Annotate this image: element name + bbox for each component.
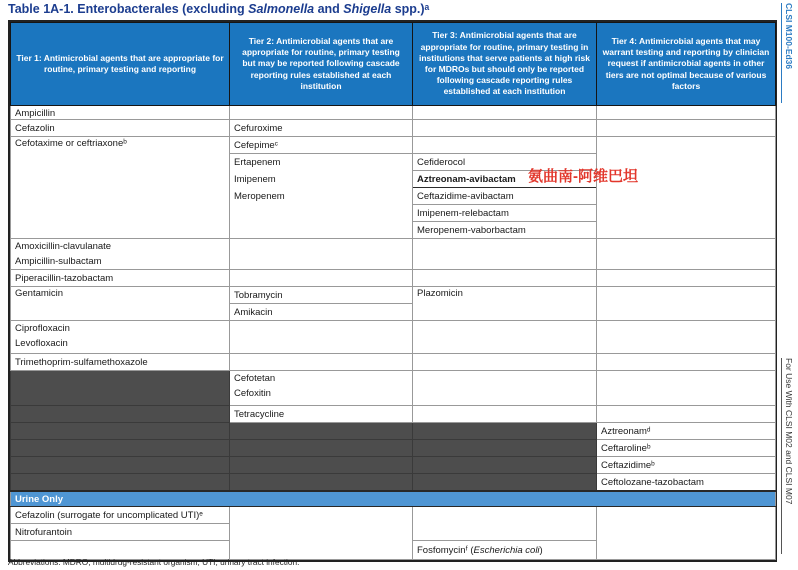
title-italic-shigella: Shigella xyxy=(343,2,392,16)
cell-empty xyxy=(413,137,597,154)
cell-dark xyxy=(11,440,230,457)
cell-trimethoprim-sulfamethoxazole: Trimethoprim-sulfamethoxazole xyxy=(11,354,230,371)
cell-dark xyxy=(11,406,230,423)
cell-amoxicillin-clavulanate: Amoxicillin-clavulanate xyxy=(15,241,112,252)
cell-dark xyxy=(230,457,413,474)
cell-empty xyxy=(597,137,776,239)
cell-tetracycline: Tetracycline xyxy=(230,406,413,423)
fosfomycin-close: ) xyxy=(539,545,543,557)
fosfomycin-text: Fosfomycinᶠ ( xyxy=(417,545,474,557)
title-italic-salmonella: Salmonella xyxy=(248,2,315,16)
cell-carbapenems xyxy=(230,154,413,239)
table-row xyxy=(11,507,776,524)
title-suffix: spp.)ᵃ xyxy=(391,2,430,16)
cell-empty xyxy=(413,106,597,120)
cell-dark xyxy=(413,457,597,474)
cell-ceftaroline: Ceftarolineᵇ xyxy=(597,440,776,457)
cell-ertapenem: Ertapenem xyxy=(234,157,281,168)
header-tier3: Tier 3: Antimicrobial agents that are appropriate for routine, primary testing in institutions that serve patients at high risk for MDROs but should only be reported following cascade reporting rules established at each institution xyxy=(413,23,597,106)
cell-empty xyxy=(597,106,776,120)
cell-empty xyxy=(230,270,413,287)
cell-fluoroquinolones xyxy=(11,321,230,354)
cell-dark xyxy=(413,440,597,457)
cell-empty xyxy=(597,354,776,371)
cell-meropenem: Meropenem xyxy=(234,190,285,202)
cell-levofloxacin: Levofloxacin xyxy=(15,337,68,349)
cell-dark xyxy=(11,457,230,474)
cell-cefotaxime-ceftriaxone: Cefotaxime or ceftriaxoneᵇ xyxy=(11,137,230,239)
cell-empty xyxy=(597,321,776,354)
cell-cefiderocol: Cefiderocol xyxy=(413,154,597,171)
cell-cephamycins xyxy=(230,371,413,406)
chinese-annotation: 氨曲南-阿维巴坦 xyxy=(528,168,638,185)
cell-cefepime: Cefepimeᶜ xyxy=(230,137,413,154)
table-row xyxy=(11,474,776,491)
cell-empty xyxy=(413,406,597,423)
table-row xyxy=(11,106,776,120)
table-row xyxy=(11,406,776,423)
cell-empty xyxy=(413,371,597,406)
cell-empty xyxy=(413,354,597,371)
cell-fosfomycin xyxy=(413,541,597,560)
antimicrobial-tier-table xyxy=(10,22,776,560)
cell-cefazolin: Cefazolin xyxy=(11,120,230,137)
cell-dark xyxy=(413,474,597,491)
cell-aztreonam-avibactam: Aztreonam-avibactam xyxy=(413,171,597,188)
cell-dark xyxy=(230,474,413,491)
cell-empty xyxy=(413,270,597,287)
table-row xyxy=(11,287,776,304)
cell-gentamicin: Gentamicin xyxy=(11,287,230,321)
abbreviations-footnote: Abbreviations: MDRO, multidrug-resistant organism; UTI, urinary tract infection. xyxy=(8,557,300,567)
table-row xyxy=(11,457,776,474)
cell-meropenem-vaborbactam: Meropenem-vaborbactam xyxy=(413,222,597,239)
cell-piperacillin-tazobactam: Piperacillin-tazobactam xyxy=(11,270,230,287)
cell-empty xyxy=(230,106,413,120)
cell-ciprofloxacin: Ciprofloxacin xyxy=(15,323,70,335)
cell-dark xyxy=(413,423,597,440)
cell-empty xyxy=(230,507,413,560)
cell-imipenem-relebactam: Imipenem-relebactam xyxy=(413,205,597,222)
cell-empty xyxy=(413,321,597,354)
cell-tobramycin: Tobramycin xyxy=(230,287,413,304)
table-row xyxy=(11,354,776,371)
cell-amikacin: Amikacin xyxy=(230,304,413,321)
cell-empty xyxy=(413,507,597,541)
table-row xyxy=(11,137,776,154)
cell-ampicillin: Ampicillin xyxy=(11,106,230,120)
cell-empty xyxy=(413,239,597,270)
cell-dark xyxy=(11,423,230,440)
cell-ceftazidime-avibactam: Ceftazidime-avibactam xyxy=(413,188,597,205)
cell-empty xyxy=(597,120,776,137)
cell-empty xyxy=(597,270,776,287)
cell-empty xyxy=(597,406,776,423)
margin-label-clsi-edition: CLSI M100-Ed36 xyxy=(781,3,794,103)
cell-dark xyxy=(11,474,230,491)
tier-table xyxy=(8,20,777,562)
cell-empty xyxy=(230,354,413,371)
table-row xyxy=(11,423,776,440)
title-text: Table 1A-1. Enterobacterales (excluding xyxy=(8,2,249,16)
header-tier4: Tier 4: Antimicrobial agents that may warrant testing and reporting by clinician request if antimicrobial agents in other tiers are not optimal because of various factors xyxy=(597,23,776,106)
cell-empty xyxy=(413,120,597,137)
table-row xyxy=(11,120,776,137)
cell-cefuroxime: Cefuroxime xyxy=(230,120,413,137)
cell-empty xyxy=(597,239,776,270)
cell-empty xyxy=(230,239,413,270)
urine-only-banner-row xyxy=(11,491,776,507)
header-row xyxy=(11,23,776,106)
cell-cefazolin-urine: Cefazolin (surrogate for uncomplicated UTI)ᵉ xyxy=(11,507,230,524)
cell-empty xyxy=(597,507,776,560)
cell-cefotetan: Cefotetan xyxy=(234,373,276,385)
table-row xyxy=(11,440,776,457)
page-title xyxy=(8,2,429,16)
table-row xyxy=(11,371,776,406)
cell-ampicillin-sulbactam: Ampicillin-sulbactam xyxy=(15,255,102,267)
urine-only-banner: Urine Only xyxy=(11,491,776,507)
cell-aztreonam: Aztreonamᵈ xyxy=(597,423,776,440)
title-mid: and xyxy=(314,2,344,16)
cell-dark xyxy=(230,423,413,440)
cell-dark xyxy=(11,371,230,406)
header-tier2: Tier 2: Antimicrobial agents that are appropriate for routine, primary testing but may be reported following cascade reporting rules established at each institution xyxy=(230,23,413,106)
cell-ceftazidime: Ceftazidimeᵇ xyxy=(597,457,776,474)
margin-label-for-use-with: For Use With CLSI M02 and CLSI M07 xyxy=(781,358,794,554)
fosfomycin-species-italic: Escherichia coli xyxy=(473,545,540,557)
table-row xyxy=(11,270,776,287)
cell-dark xyxy=(230,440,413,457)
cell-empty xyxy=(597,371,776,406)
header-tier1: Tier 1: Antimicrobial agents that are appropriate for routine, primary testing and reporting xyxy=(11,23,230,106)
table-row xyxy=(11,321,776,354)
cell-imipenem: Imipenem xyxy=(234,173,276,185)
cell-plazomicin: Plazomicin xyxy=(413,287,597,321)
cell-ceftolozane-tazobactam: Ceftolozane-tazobactam xyxy=(597,474,776,491)
cell-amox-group xyxy=(11,239,230,270)
cell-empty xyxy=(230,321,413,354)
cell-empty xyxy=(597,287,776,321)
cell-nitrofurantoin: Nitrofurantoin xyxy=(11,524,230,541)
cell-cefoxitin: Cefoxitin xyxy=(234,387,271,399)
table-row xyxy=(11,239,776,270)
